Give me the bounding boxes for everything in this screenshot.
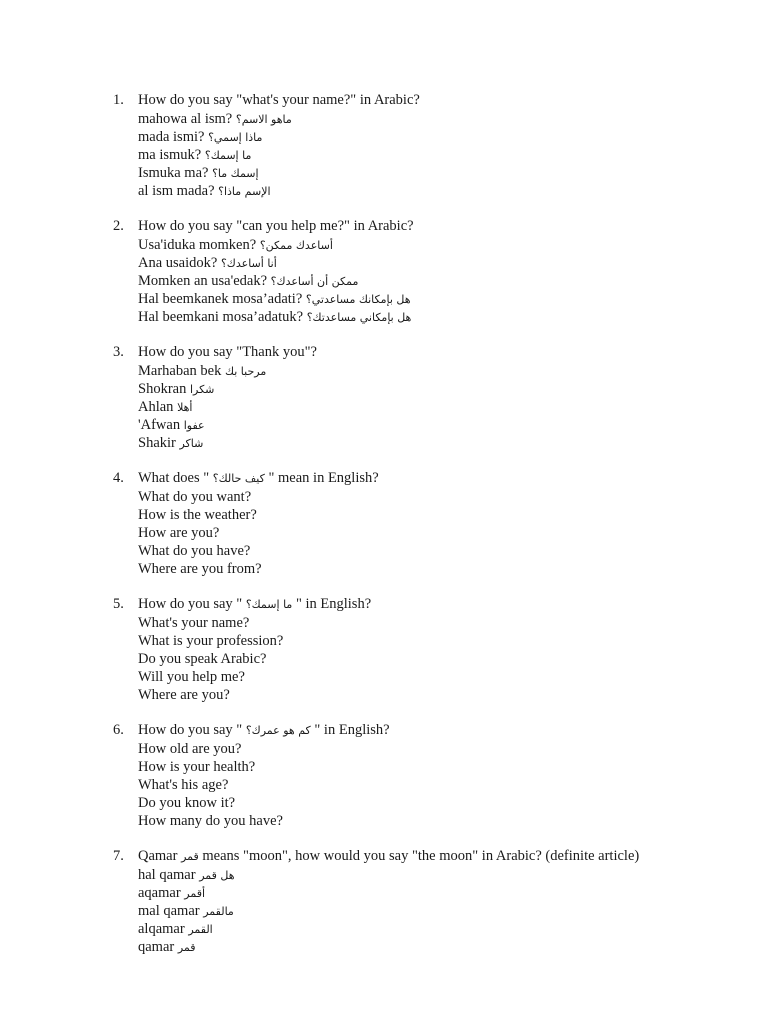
option-arabic-text: مرحبا بك xyxy=(224,365,267,378)
option-arabic-text: إسمك ما؟ xyxy=(212,167,259,180)
answer-options xyxy=(138,866,753,956)
answer-option xyxy=(138,866,753,884)
option-text: aqamar xyxy=(138,885,185,901)
option-arabic-text: هل بإمكانك مساعدتي؟ xyxy=(305,293,411,306)
option-text: alqamar xyxy=(138,921,189,937)
option-text: What do you have? xyxy=(138,543,251,559)
answer-option xyxy=(138,686,753,704)
question-text-segment: How do you say " xyxy=(138,596,246,612)
answer-option xyxy=(138,812,753,830)
answer-option xyxy=(138,884,753,902)
answer-option xyxy=(138,794,753,812)
answer-option xyxy=(138,308,753,326)
option-text: Hal beemkanek mosa’adati? xyxy=(138,291,306,307)
answer-option xyxy=(138,524,753,542)
option-text: qamar xyxy=(138,939,178,955)
answer-option xyxy=(138,290,753,308)
question-number: 3. xyxy=(113,344,124,360)
answer-option xyxy=(138,560,753,578)
question-text-segment: Qamar xyxy=(138,848,182,864)
question-number: 2. xyxy=(113,218,124,234)
answer-option xyxy=(138,740,753,758)
option-text: Do you know it? xyxy=(138,795,236,811)
answer-option xyxy=(138,128,753,146)
answer-options xyxy=(138,362,753,452)
option-arabic-text: ممكن أن أساعدك؟ xyxy=(270,275,359,288)
question-text-segment: means "moon", how would you say "the moon" in Arabic? (definite article) xyxy=(198,848,640,864)
option-arabic-text: هل بإمكاني مساعدتك؟ xyxy=(306,311,412,324)
answer-option xyxy=(138,614,753,632)
option-text: mahowa al ism? xyxy=(138,111,236,127)
question-text-segment: How do you say "Thank you"? xyxy=(138,344,317,360)
option-text: What is your profession? xyxy=(138,633,284,649)
question-line xyxy=(113,595,753,614)
answer-option xyxy=(138,650,753,668)
answer-option xyxy=(138,362,753,380)
question-text-segment: " mean in English? xyxy=(264,470,379,486)
answer-option xyxy=(138,668,753,686)
option-arabic-text: الإسم ماذا؟ xyxy=(218,185,271,198)
option-text: 'Afwan xyxy=(138,417,184,433)
option-text: ma ismuk? xyxy=(138,147,205,163)
option-text: Will you help me? xyxy=(138,669,245,685)
option-text: Marhaban bek xyxy=(138,363,225,379)
option-arabic-text: شكرا xyxy=(189,383,215,396)
question-number: 4. xyxy=(113,470,124,486)
option-text: What do you want? xyxy=(138,489,252,505)
answer-option xyxy=(138,506,753,524)
question-text xyxy=(138,91,420,110)
question-line xyxy=(113,91,753,110)
answer-option xyxy=(138,272,753,290)
question-text-segment: How do you say " xyxy=(138,722,246,738)
option-arabic-text: ما إسمك؟ xyxy=(204,149,252,162)
option-arabic-text: القمر xyxy=(188,923,213,936)
question-number: 6. xyxy=(113,722,124,738)
question-text-segment: " in English? xyxy=(292,596,372,612)
option-arabic-text: ماهو الاسم؟ xyxy=(235,113,292,126)
question-text xyxy=(138,343,317,362)
option-text: Ana usaidok? xyxy=(138,255,221,271)
option-text: What's his age? xyxy=(138,777,229,793)
question-text-segment: How do you say "what's your name?" in Arabic? xyxy=(138,92,420,108)
question-text-segment: " in English? xyxy=(310,722,390,738)
option-text: How is the weather? xyxy=(138,507,257,523)
option-text: Momken an usa'edak? xyxy=(138,273,271,289)
question-3 xyxy=(113,343,753,452)
question-2 xyxy=(113,217,753,326)
answer-option xyxy=(138,164,753,182)
option-text: mal qamar xyxy=(138,903,204,919)
question-number: 7. xyxy=(113,848,124,864)
question-arabic-text: كيف حالك؟ xyxy=(212,472,265,485)
answer-option xyxy=(138,380,753,398)
question-text xyxy=(138,469,379,488)
answer-option xyxy=(138,758,753,776)
question-text xyxy=(138,217,414,236)
option-arabic-text: أقمر xyxy=(184,887,206,900)
answer-option xyxy=(138,434,753,452)
question-arabic-text: كم هو عمرك؟ xyxy=(245,724,311,737)
answer-option xyxy=(138,110,753,128)
answer-options xyxy=(138,614,753,704)
question-6 xyxy=(113,721,753,830)
option-text: Usa'iduka momken? xyxy=(138,237,260,253)
answer-options xyxy=(138,110,753,200)
option-text: How many do you have? xyxy=(138,813,283,829)
question-arabic-text: ما إسمك؟ xyxy=(245,598,293,611)
answer-option xyxy=(138,488,753,506)
option-arabic-text: مالقمر xyxy=(203,905,234,918)
option-arabic-text: هل قمر xyxy=(199,869,235,882)
question-text-segment: How do you say "can you help me?" in Arabic? xyxy=(138,218,414,234)
question-1 xyxy=(113,91,753,200)
question-7 xyxy=(113,847,753,956)
question-line xyxy=(113,469,753,488)
answer-option xyxy=(138,920,753,938)
option-text: Shakir xyxy=(138,435,180,451)
answer-option xyxy=(138,236,753,254)
option-arabic-text: أنا أساعدك؟ xyxy=(220,257,277,270)
question-line xyxy=(113,847,753,866)
option-text: Hal beemkani mosa’adatuk? xyxy=(138,309,307,325)
answer-options xyxy=(138,488,753,578)
answer-option xyxy=(138,542,753,560)
option-text: Ismuka ma? xyxy=(138,165,213,181)
answer-option xyxy=(138,776,753,794)
question-5 xyxy=(113,595,753,704)
answer-option xyxy=(138,416,753,434)
question-number: 1. xyxy=(113,92,124,108)
option-text: Where are you? xyxy=(138,687,230,703)
option-arabic-text: أساعدك ممكن؟ xyxy=(259,239,333,252)
answer-option xyxy=(138,632,753,650)
option-text: How old are you? xyxy=(138,741,242,757)
question-line xyxy=(113,343,753,362)
option-text: Where are you from? xyxy=(138,561,262,577)
option-text: mada ismi? xyxy=(138,129,209,145)
option-text: Ahlan xyxy=(138,399,178,415)
answer-option xyxy=(138,902,753,920)
option-arabic-text: ماذا إسمي؟ xyxy=(208,131,263,144)
option-arabic-text: شاكر xyxy=(179,437,204,450)
question-arabic-text: قمر xyxy=(181,850,199,863)
question-text xyxy=(138,595,371,614)
question-number: 5. xyxy=(113,596,124,612)
question-text xyxy=(138,847,639,866)
question-text-segment: What does " xyxy=(138,470,213,486)
answer-option xyxy=(138,398,753,416)
option-arabic-text: قمر xyxy=(177,941,196,954)
question-list xyxy=(113,91,753,973)
answer-option xyxy=(138,938,753,956)
question-4 xyxy=(113,469,753,578)
option-text: What's your name? xyxy=(138,615,250,631)
option-text: hal qamar xyxy=(138,867,200,883)
answer-option xyxy=(138,146,753,164)
question-line xyxy=(113,217,753,236)
answer-option xyxy=(138,254,753,272)
answer-options xyxy=(138,236,753,326)
option-text: al ism mada? xyxy=(138,183,219,199)
answer-option xyxy=(138,182,753,200)
option-text: Do you speak Arabic? xyxy=(138,651,267,667)
option-arabic-text: عفوا xyxy=(183,419,205,432)
option-text: How is your health? xyxy=(138,759,256,775)
question-line xyxy=(113,721,753,740)
answer-options xyxy=(138,740,753,830)
option-arabic-text: أهلا xyxy=(177,401,193,414)
option-text: How are you? xyxy=(138,525,220,541)
option-text: Shokran xyxy=(138,381,190,397)
question-text xyxy=(138,721,390,740)
